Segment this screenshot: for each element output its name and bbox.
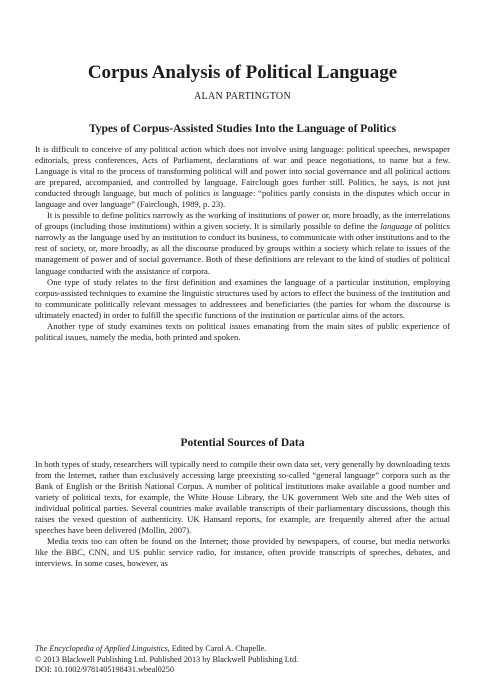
article-title: Corpus Analysis of Political Language	[87, 62, 398, 83]
citation-editor: , Edited by Carol A. Chapelle.	[167, 644, 267, 653]
text-run: It is difficult to conceive of any political action which does not involve using language: political speeches, newspaper editorials, press conferences, Acts of Parliament, declarations of war and peace negotiations, to name but a few. Language is vital to the process of transforming political will and power into social governance and all political actions are prepared, accompanied, and controlled by language. Fairclough goes further still. Politics, he says, is not just conducted through language, but much of politics	[35, 144, 450, 199]
text-run: of politics narrowly as the language used by an institution to conduct its business, to communicate with other institutions and to the rest of society, or, more broadly, as all the discourse produced by groups within a society which relate to issues of the management of power and of social governance. Both of these definitions are relevant to the kind of studies of political language conducted with the assistance of corpora.	[35, 221, 450, 276]
text-run: Another type of study examines texts on political issues emanating from the main sites of public experience of political issues, namely the media, both printed and spoken.	[35, 320, 450, 342]
doi-line: DOI: 10.1002/9781405198431.wbeal0250	[35, 665, 174, 675]
paragraph	[35, 277, 450, 321]
paragraph	[35, 210, 450, 276]
emphasis-text: is	[213, 188, 219, 199]
text-run: It is possible to define politics narrowly as the working of institutions of power or, more broadly, as the interrelations of groups (including those institutions) within a given society. It is similarly possible to define the	[35, 210, 450, 232]
citation-line	[35, 644, 450, 655]
text-run: One type of study relates to the first definition and examines the language of a particular institution, employing corpus-assisted techniques to examine the linguistic structures used by actors to effect the business of the institution and to communicate politically relevant messages to addressees and beneficiaries (the parties for whom the discourse is ultimately enacted) in order to fulfill the specific functions of the institution or particular aims of the actors.	[35, 276, 450, 320]
section-body-types	[35, 144, 450, 343]
paragraph	[35, 321, 450, 343]
emphasis-text: language	[380, 221, 413, 232]
paragraph	[35, 536, 450, 569]
paragraph	[35, 459, 450, 536]
text-run: Media texts too can often be found on the Internet; those provided by newspapers, of course, but media networks like the BBC, CNN, and US public service radio, for instance, often provide transcripts of speeches, debates, and interviews. In some cases, however, as	[35, 536, 450, 569]
text-run: In both types of study, researchers will typically need to compile their own data set, very generally by downloading texts from the Internet, rather than exclusively accessing large preexisting so-called “general language” corpora such as the Bank of English or the British National Corpus. A number of political institutions make available a good number and variety of political texts, for example, the White House Library, the UK government Web site and the Web sites of individual political parties. Several countries make available transcripts of their parliamentary discussions, though this raises the vexed question of authenticity. UK Hansard reports, for example, are frequently altered after the actual speeches have been delivered (Mollin, 2007).	[35, 459, 450, 536]
article-author: ALAN PARTINGTON	[194, 91, 291, 102]
section-heading-types: Types of Corpus-Assisted Studies Into the Language of Politics	[88, 123, 397, 135]
text-run: language: “politics partly consists in the disputes which occur in language and over language” (Fairclough, 1989, p. 23).	[35, 188, 450, 210]
section-heading-sources: Potential Sources of Data	[180, 437, 305, 449]
encyclopedia-title: The Encyclopedia of Applied Linguistics	[35, 644, 168, 653]
paragraph	[35, 144, 450, 210]
section-body-sources	[35, 459, 450, 569]
copyright-line: © 2013 Blackwell Publishing Ltd. Published 2013 by Blackwell Publishing Ltd.	[35, 654, 299, 664]
citation-footer	[35, 644, 450, 676]
